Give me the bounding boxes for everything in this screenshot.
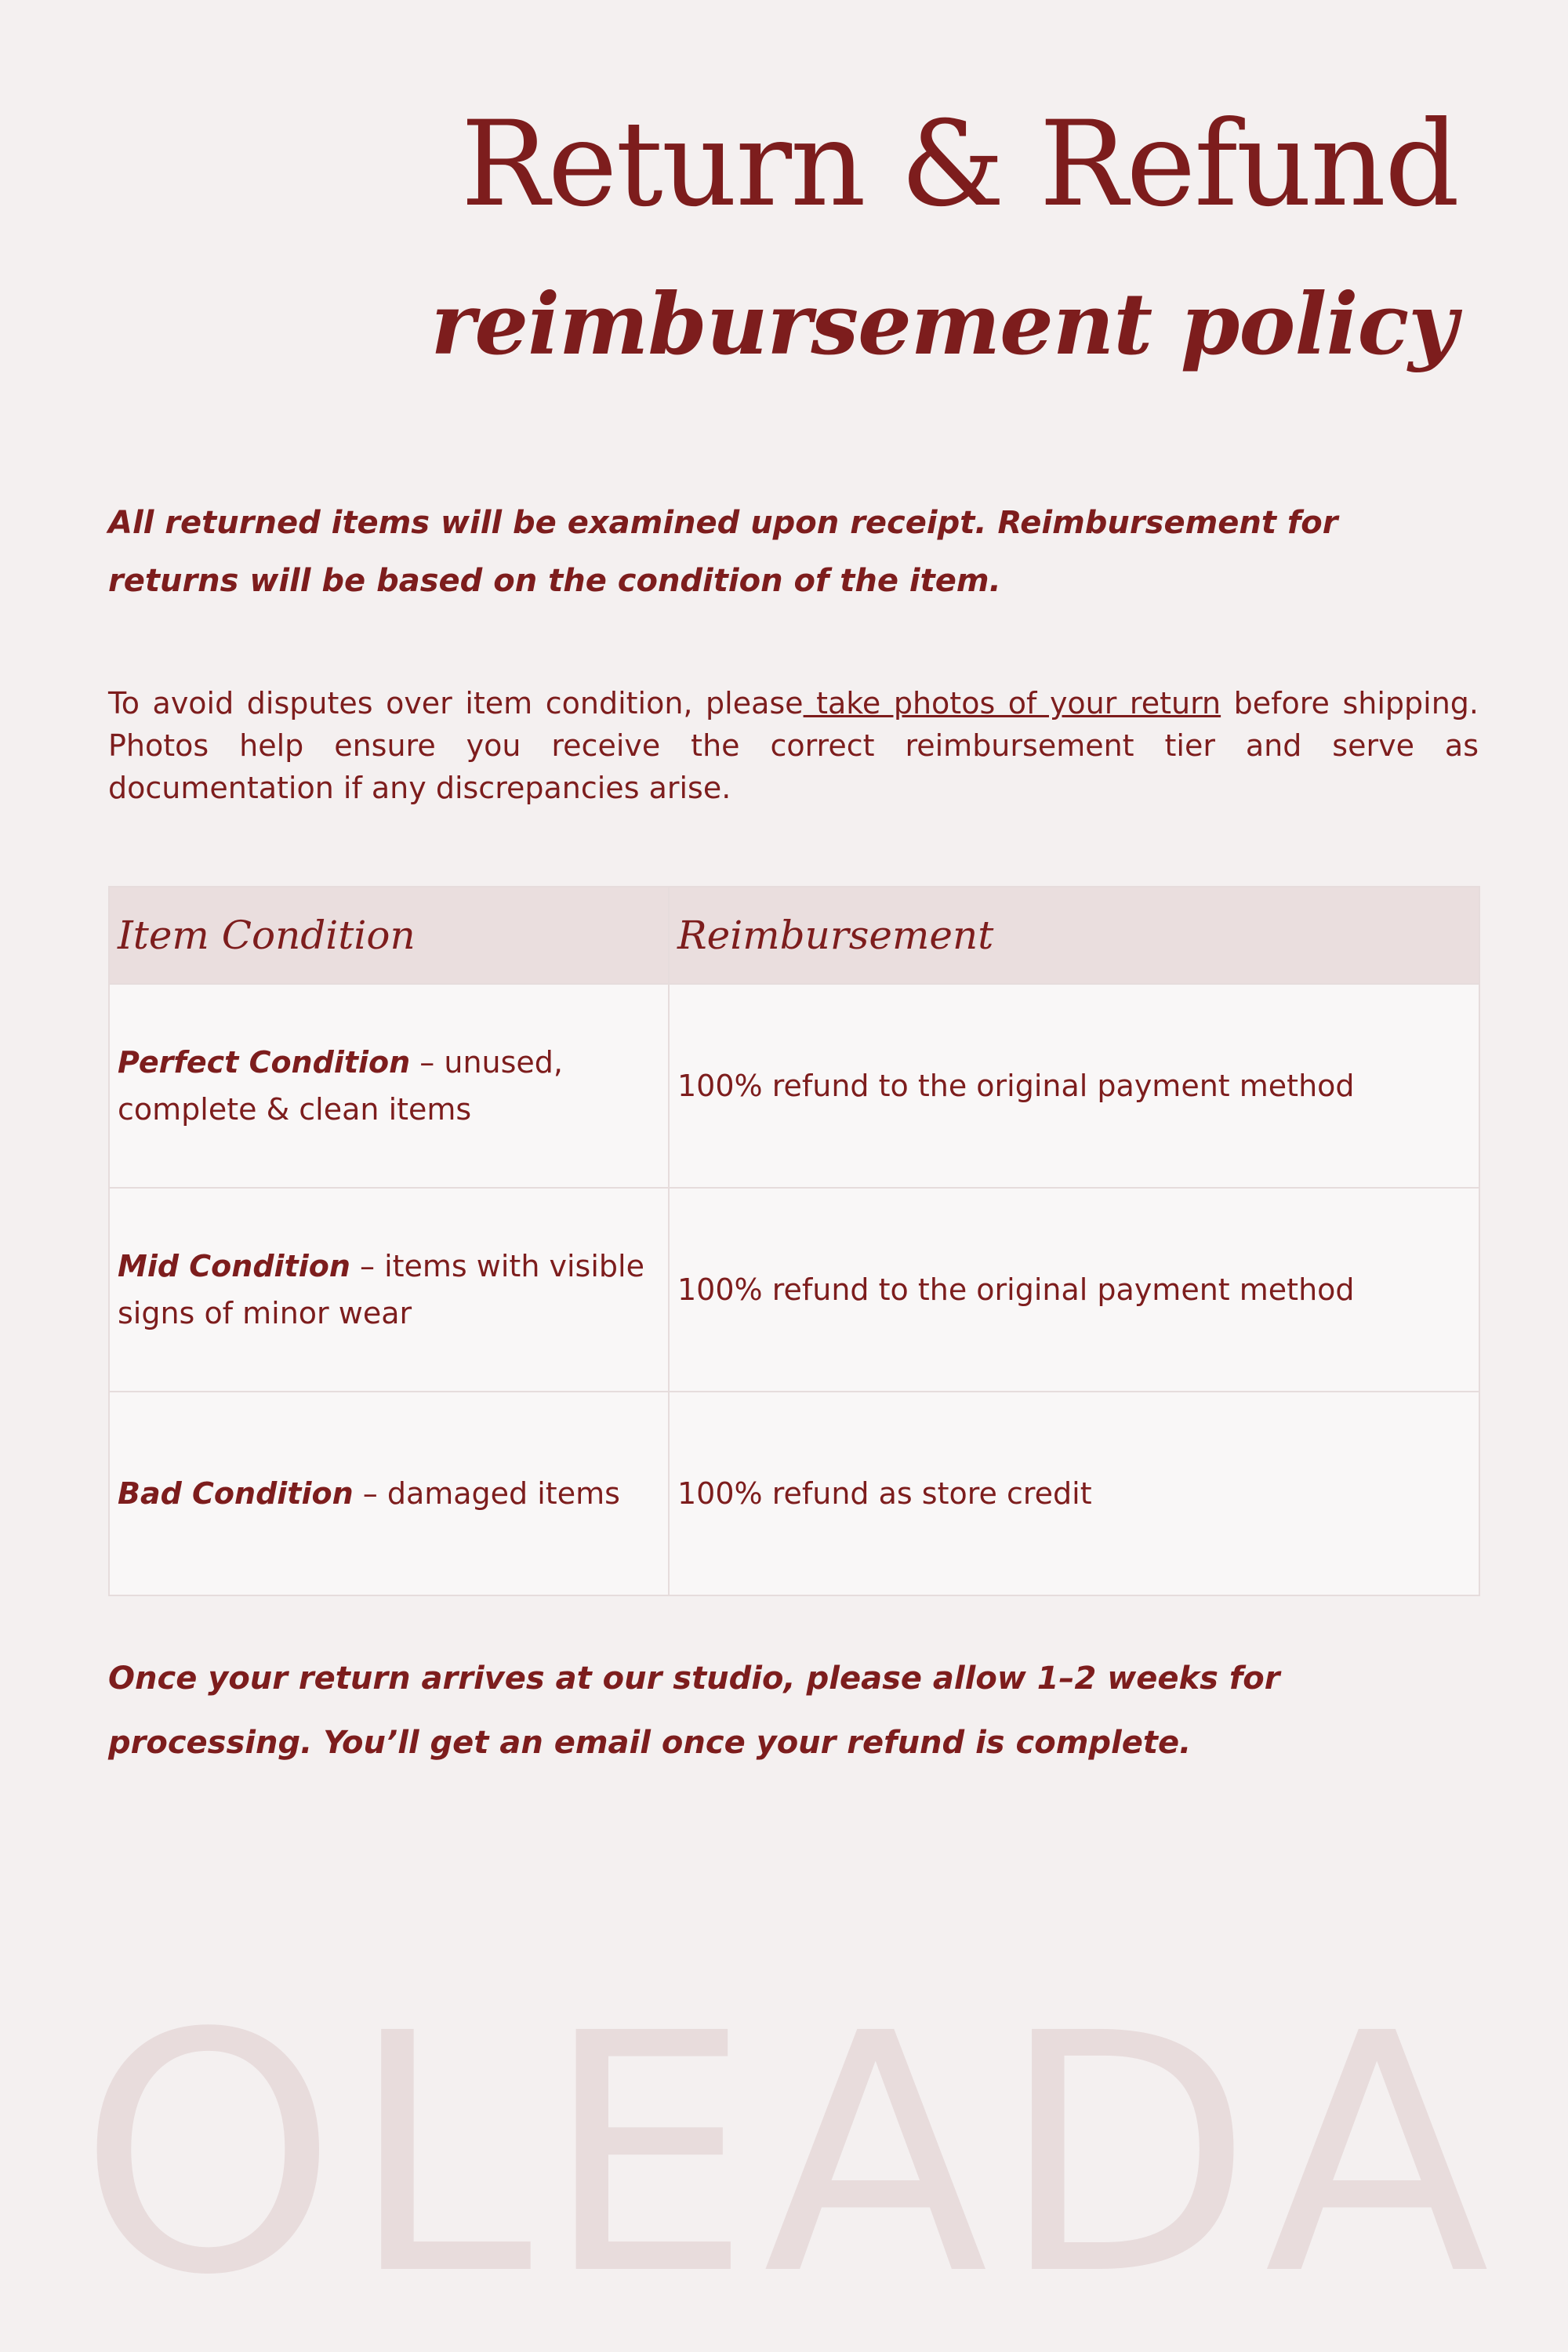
photos-note-after: before shipping. Photos help ensure you receive the correct reimbursement tier and serve as documentation if any discrepancies arise.	[108, 686, 1479, 805]
watermark-letter: O	[78, 2007, 338, 2305]
watermark-letter: L	[348, 2007, 532, 2305]
reimbursement-cell: 100% refund to the original payment method	[669, 984, 1479, 1188]
watermark-letter: E	[543, 2007, 752, 2305]
page-subtitle: reimbursement policy	[430, 275, 1457, 374]
photos-note-before: To avoid disputes over item condition, please	[108, 686, 804, 720]
condition-cell	[109, 1188, 669, 1392]
watermark-letter: A	[1264, 2007, 1490, 2305]
table-row	[109, 1188, 1479, 1392]
table-row	[109, 1392, 1479, 1595]
condition-name: Perfect Condition	[118, 1045, 411, 1080]
watermark-letter: A	[763, 2007, 989, 2305]
closing-text: Once your return arrives at our studio, please allow 1–2 weeks for processing. You’ll get an email once your refund is complete.	[108, 1661, 1280, 1761]
condition-cell	[109, 1392, 669, 1595]
watermark-letter: D	[999, 2007, 1254, 2305]
table-header-row	[109, 887, 1479, 984]
condition-description: – damaged items	[353, 1476, 620, 1511]
condition-name: Bad Condition	[118, 1476, 354, 1511]
reimbursement-cell: 100% refund to the original payment method	[669, 1188, 1479, 1392]
condition-description: – unused, complete & clean items	[118, 1045, 563, 1127]
page-title: Return & Refund	[460, 96, 1458, 233]
condition-name: Mid Condition	[118, 1249, 350, 1283]
reimbursement-table	[108, 886, 1480, 1596]
photos-note	[108, 682, 1479, 809]
reimbursement-cell: 100% refund as store credit	[669, 1392, 1479, 1595]
intro-text: All returned items will be examined upon receipt. Reimbursement for returns will be based on the condition of the item.	[108, 505, 1338, 599]
condition-description: – items with visible signs of minor wear	[118, 1249, 644, 1330]
take-photos-link[interactable]: take photos of your return	[803, 686, 1221, 720]
header-item-condition: Item Condition	[109, 887, 669, 984]
brand-watermark	[0, 2007, 1568, 2305]
condition-cell	[109, 984, 669, 1188]
header-reimbursement: Reimbursement	[669, 887, 1479, 984]
table-row	[109, 984, 1479, 1188]
